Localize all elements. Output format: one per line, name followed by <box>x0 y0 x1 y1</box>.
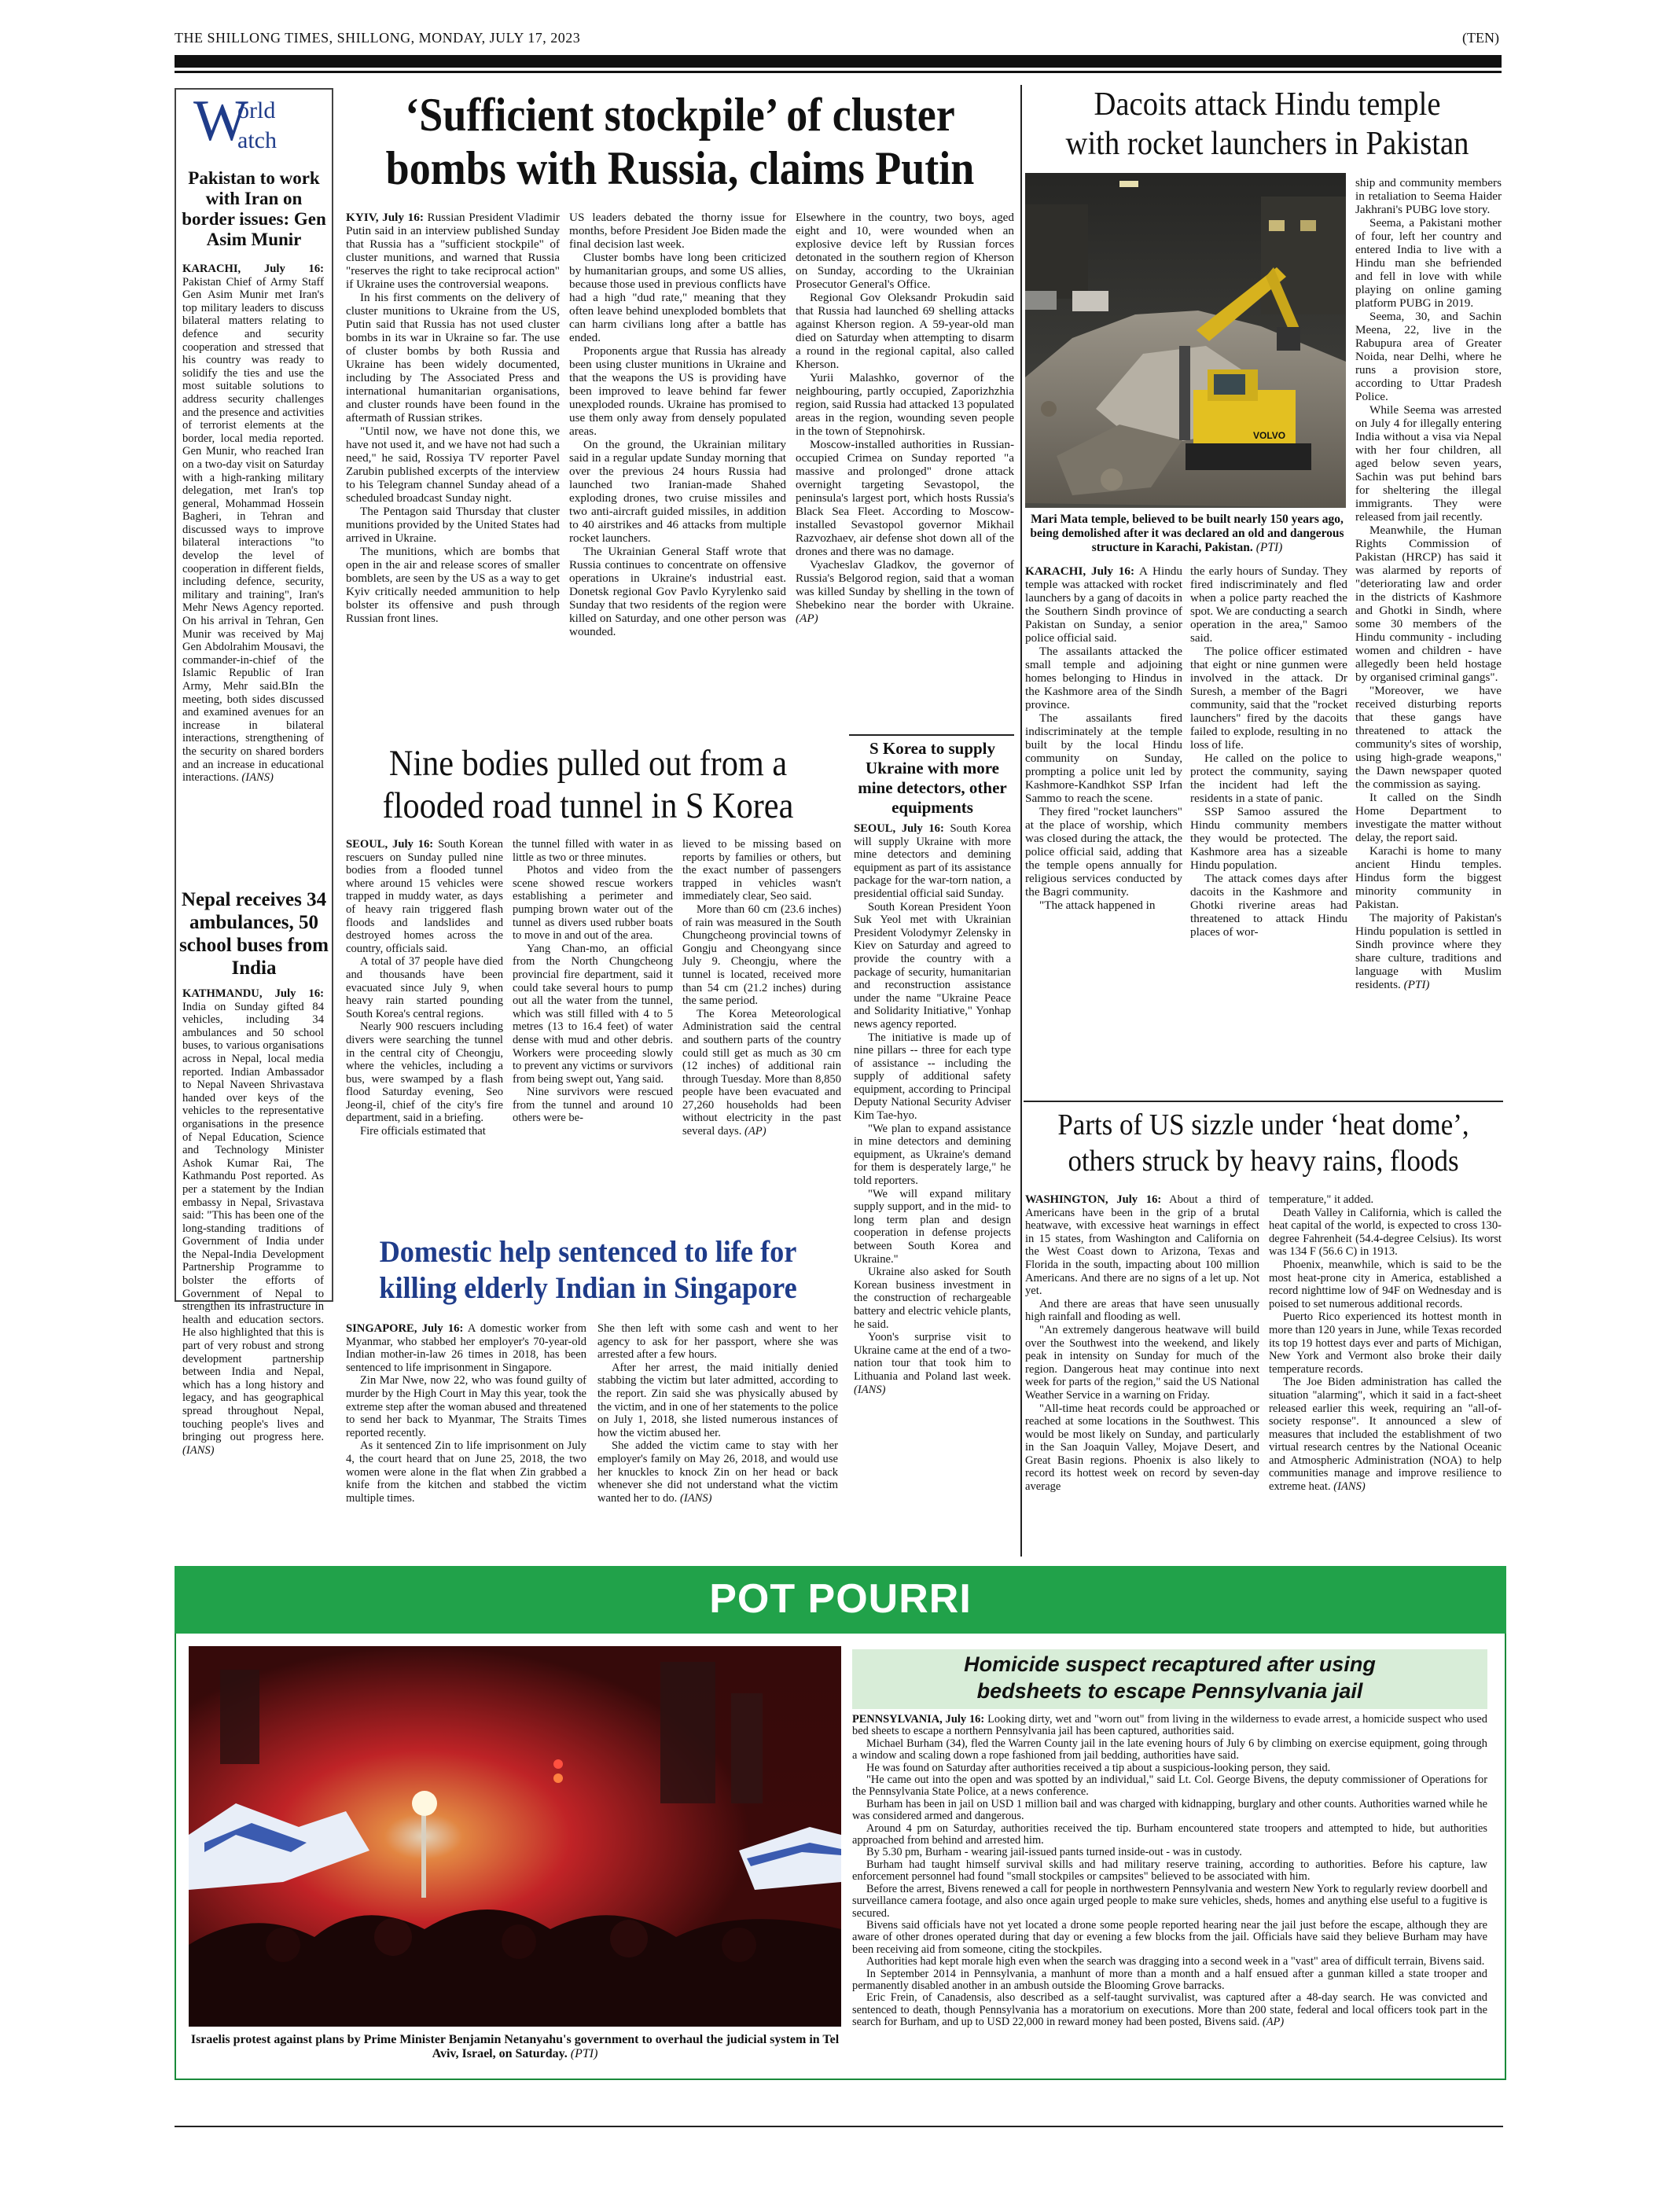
excavator-brand-text: VOLVO <box>1253 430 1286 441</box>
paragraph: Seema, a Pakistani mother of four, left her country and entered India to live with a Hindu man she befriended and fell in love with while playing on online gaming platform PUBG in 2019. <box>1355 216 1502 310</box>
paragraph: South Korean rescuers on Sunday pulled nine bodies from a flooded tunnel where around 15 vehicles were trapped in muddy water, as days of heavy rain triggered flash floods and landslides and destroyed homes across the country, officials said. <box>346 838 503 955</box>
paragraph: Phoenix, meanwhile, which is said to be the most heat-prone city in America, established a record nighttime low of 94F on Wednesday and is poised to set numerous additional records. <box>1269 1258 1502 1310</box>
page-number: (TEN) <box>1462 30 1499 46</box>
paragraph: While Seema was arrested on July 4 for illegally entering India without a visa via Nepal with her four children, all aged below seven years, Sachin was put behind bars for sheltering the illegal immigrants. They were released from jail recently. <box>1355 403 1502 524</box>
headline-heat-dome <box>1042 1107 1483 1179</box>
dateline: KARACHI, July 16: <box>1025 564 1135 578</box>
paragraph: Nearly 900 rescuers including divers were searching the tunnel in the central city of Cheongju, where the vehicles, including a bus, were swamped by a flash flood Saturday evening, Seo Jeong-il, chief of the city's fire department, said in a briefing. <box>346 1020 503 1125</box>
putin-column-2 <box>569 211 786 734</box>
paragraph: temperature," it added. <box>1269 1193 1374 1206</box>
world-watch-logo-atch: atch <box>237 127 277 153</box>
paragraph: Nine survivors were rescued from the tunnel and around 10 others were be- <box>513 1086 673 1125</box>
credit: (AP) <box>796 612 818 625</box>
headline-homicide <box>852 1651 1487 1704</box>
caption-text: Mari Mata temple, believed to be built nearly 150 years ago, being demolished after it was declared an old and dangerous structure in Karachi, Pakistan. <box>1030 513 1344 554</box>
paragraph: A domestic worker from Myanmar, who stabbed her employer's 70-year-old Indian mother-in-law 26 times in 2018, has been sentenced to life imprisonment in Singapore. <box>346 1322 586 1374</box>
headline-line: bombs with Russia, claims Putin <box>385 142 975 194</box>
paragraph: "We will expand military supply support, and in the mid- to long term plan and design cooperation in defense projects between South Korea and Ukraine." <box>854 1187 1011 1266</box>
headline-line: Domestic help sentenced to life for <box>379 1235 797 1269</box>
paragraph: the early hours of Sunday. They fired indiscriminately and fled when a police party reached the spot. We are conducting a search operation in the area," Samoo said. <box>1190 564 1347 645</box>
paragraph: Fire officials estimated that <box>360 1125 486 1138</box>
paragraph: ship and community members in retaliation to Seema Haider Jakhrani's PUBG love story. <box>1355 176 1502 216</box>
paragraph: By 5.30 pm, Burham - wearing jail-issued pants turned inside-out - was in custody. <box>866 1846 1242 1859</box>
paragraph: Russian President Vladimir Putin said in an interview published Sunday that Russia has a "sufficient stockpile" of cluster munitions, and warned that Russia "reserves the right to take reciprocal action" if Ukraine uses the controversial weapons. <box>346 211 560 291</box>
headline-singapore <box>355 1234 820 1307</box>
temple-photo-caption <box>1025 513 1349 555</box>
paragraph: Burham has been in jail on USD 1 million bail and was charged with kidnapping, burglary and other counts. Authorities warned while he was considered armed and dangerous. <box>852 1797 1487 1823</box>
headline-line: ‘Sufficient stockpile’ of cluster <box>405 89 955 141</box>
paragraph: Death Valley in California, which is called the heat capital of the world, is expected to cross 130-degree Fahrenheit (54.4-degree Celsius). Its worst was 134 F (56.6 C) in 1913. <box>1269 1206 1502 1259</box>
paragraph: "Until now, we have not done this, we have not used it, and we have not had such a need," he said, Rossiya TV reporter Pavel Zarubin published excerpts of the interview to his Telegram channel Sunday ahead of a scheduled broadcast Sunday night. <box>346 425 560 505</box>
paragraph: Yurii Malashko, governor of the neighbouring, partly occupied, Zaporizhzhia region, said Russia had attacked 13 populated areas in the region, wounding seven people in the town of Stepnohirsk. <box>796 371 1014 438</box>
dacoits-column-2 <box>1190 564 1347 1064</box>
paragraph: Before the arrest, Bivens renewed a call for people in northwestern Pennsylvania and western New York to regularly review doorbell and surveillance camera footage, and also once again urged people to make sure vehicles, sheds, homes and anything else useful to a fugitive is secured. <box>852 1882 1487 1920</box>
paragraph: Regional Gov Oleksandr Prokudin said that Russia had launched 69 shelling attacks against Kherson region. A 59-year-old man died on Saturday when attempting to disarm a round in the regional capital, also called Kherson. <box>796 291 1014 371</box>
paragraph: Proponents argue that Russia has already been using cluster munitions in Ukraine and that the weapons the US is providing have been improved to leave behind far fewer unexploded rounds. Ukraine has promised to use them only away from densely populated areas. <box>569 344 786 438</box>
paragraph: The police officer estimated that eight or nine gunmen were involved in the attack. Dr Suresh, a member of the Bagri community, said that the "rocket launchers" fired by the dacoits failed to explode, resulting in no loss of life. <box>1190 645 1347 752</box>
credit: (IANS) <box>241 771 274 785</box>
singapore-column-2 <box>597 1322 838 1552</box>
heat-column-1 <box>1025 1193 1259 1552</box>
paragraph: "The attack happened in <box>1039 899 1156 912</box>
dateline: SEOUL, July 16: <box>854 822 944 835</box>
paragraph: Karachi is home to many ancient Hindu temples. Hindus form the biggest minority community in Pakistan. <box>1355 844 1502 911</box>
paragraph: Moscow-installed authorities in Russian-occupied Crimea on Sunday reported "a massive and prolonged" drone attack overnight targeting Sevastopol, the peninsula's largest port, which hosts Russia's Black Sea Fleet. According to Moscow-installed Sevastopol governor Mikhail Razvozhaev, air defense shot down all of the drones and there was no damage. <box>796 438 1014 558</box>
headline-putin <box>373 88 988 195</box>
paragraph: On the ground, the Ukrainian military said in a regular update Sunday morning that over the previous 24 hours Russia had launched two Iranian-made Shahed exploding drones, two cruise missiles and two anti-aircraft guided missiles, in addition to 40 airstrikes and 46 attacks from multiple rocket launchers. <box>569 438 786 545</box>
paragraph: Seema, 30, and Sachin Meena, 22, live in the Rabupura area of Greater Noida, near Delhi, where he runs a provision store, according to Uttar Pradesh Police. <box>1355 310 1502 403</box>
credit: (IANS) <box>182 1443 215 1457</box>
credit: (PTI) <box>1403 978 1430 991</box>
article-homicide <box>852 1714 1487 2072</box>
credit: (AP) <box>744 1125 766 1138</box>
paragraph: Vyacheslav Gladkov, the governor of Russia's Belgorod region, said that a woman was killed Sunday by shelling in the town of Shebekino near the border with Ukraine. <box>796 558 1014 612</box>
credit: (AP) <box>1262 2016 1285 2029</box>
paragraph: Looking dirty, wet and "worn out" from living in the wilderness to evade arrest, a homicide suspect who used bed sheets to escape a northern Pennsylvania jail has been captured, authorities said. <box>852 1713 1487 1738</box>
headline-line: bedsheets to escape Pennsylvania jail <box>976 1679 1363 1703</box>
credit: (IANS) <box>1333 1480 1366 1494</box>
paragraph: Puerto Rico experienced its hottest month in more than 120 years in June, while Texas recorded its top 19 hottest days ever and parts of Michigan, New York and Vermont also broke their daily temperature records. <box>1269 1310 1502 1376</box>
headline-dacoits <box>1043 85 1491 164</box>
paragraph: And there are areas that have seen unusually high rainfall and flooding as well. <box>1025 1297 1259 1324</box>
paragraph: The attack comes days after dacoits in the Kashmore and Ghotki riverine areas had threatened to attack Hindu places of wor- <box>1190 872 1347 939</box>
paragraph: The assailants attacked the small temple and adjoining homes belonging to Hindus in the Kashmore area of the Sindh province. <box>1025 645 1182 711</box>
headline-line: Homicide suspect recaptured after using <box>964 1652 1376 1676</box>
paragraph: "He came out into the open and was spotted by an individual," said Lt. Col. George Bivens, the deputy commissioner of Operations for the Pennsylvania State Police, at a news conference. <box>852 1773 1487 1799</box>
top-rule-thick <box>175 55 1502 68</box>
paragraph: Authorities had kept morale high even when the search was dragging into a second week in a "vast" area of difficult terrain, Bivens said. <box>866 1955 1485 1968</box>
pot-pourri-title: POT POURRI <box>709 1576 972 1622</box>
paragraph: South Korean President Yoon Suk Yeol met with Ukrainian President Volodymyr Zelensky in Kiev on Saturday and agreed to provide the country with a package of security, humanitarian and reconstruction assistance under the name "Ukraine Peace and Solidarity Initiative," Yonhap news agency reported. <box>854 900 1011 1031</box>
putin-column-3 <box>796 211 1014 734</box>
headline-line: flooded road tunnel in S Korea <box>382 785 794 826</box>
dacoits-column-1 <box>1025 564 1182 1064</box>
paragraph: The Ukrainian General Staff wrote that Russia continues to concentrate on offensive operations in Ukraine's industrial east. Donetsk regional Gov Pavlo Kyrylenko said Sunday that two residents of the region were killed on Saturday, and one other person was wounded. <box>569 545 786 638</box>
paragraph: "All-time heat records could be approached or reached at some locations in the Southwest. This would be most likely on Sunday, and particularly in the San Joaquin Valley, Mojave Desert, and Great Basin regions. Phoenix is also likely to record its hottest week on record by seven-day average <box>1025 1402 1259 1494</box>
caption-credit: (PTI) <box>1255 541 1283 554</box>
israel-protest-photo <box>189 1646 841 2027</box>
paragraph: The munitions, which are bombs that open in the air and release scores of smaller bomblets, are seen by the US as a way to get Kyiv critically needed ammunition to help bolster its offensive and push through Russian front lines. <box>346 545 560 625</box>
paragraph: In September 2014 in Pennsylvania, a manhunt of more than a month and a half ensued after a gunman killed a state trooper and permanently disabled another in an ambush outside the Blooming Grove barracks. <box>852 1967 1487 1992</box>
paragraph: SSP Samoo assured the Hindu community members they would be protected. The Kashmore area has a sizeable Hindu population. <box>1190 805 1347 872</box>
dateline: WASHINGTON, July 16: <box>1025 1193 1162 1206</box>
credit: (IANS) <box>854 1383 886 1396</box>
dacoits-column-3 <box>1355 176 1502 1064</box>
world-watch-logo-orld: orld <box>237 97 276 123</box>
headline-line: killing elderly Indian in Singapore <box>379 1271 797 1305</box>
bottom-rule <box>175 2126 1503 2127</box>
paragraph: South Korea will supply Ukraine with more mine detectors and demining equipment as part of its assistance package for the war-torn nation, a presidential official said Sunday. <box>854 822 1011 900</box>
paragraph: After her arrest, the maid initially denied stabbing the victim but later admitted, according to the report. Zin said she was physically abused by the victim, and in one of her statements to the police on July 1, 2018, she listed numerous instances of how the victim abused her. <box>597 1361 838 1439</box>
singapore-column-1 <box>346 1322 586 1552</box>
paragraph: Photos and video from the scene showed rescue workers establishing a perimeter and pumping brown water out of the tunnel as divers used rubber boats to move in and out of the area. <box>513 864 673 943</box>
paragraph: US leaders debated the thorny issue for months, before President Joe Biden made the final decision last week. <box>569 211 786 251</box>
paragraph: Cluster bombs have long been criticized by humanitarian groups, and some US allies, because those used in previous conflicts have had a high "dud rate," meaning that they often leave behind unexploded bomblets that can harm civilians long after a battle has ended. <box>569 251 786 344</box>
paragraph: Michael Burham (34), fled the Warren County jail in the late evening hours of July 6 by climbing on exercise equipment, going through a window and scaling down a rope fashioned from jail bedding, authorities have said. <box>852 1737 1487 1762</box>
paragraph: As it sentenced Zin to life imprisonment on July 4, the court heard that on June 25, 2018, the two women were alone in the flat when Zin grabbed a knife from the kitchen and stabbed the victim multiple times. <box>346 1439 586 1505</box>
paragraph: Zin Mar Nwe, now 22, who was found guilty of murder by the High Court in May this year, took the extreme step after the woman abused and threatened to send her back to Myanmar, The Straits Times reported recently. <box>346 1374 586 1439</box>
paragraph: A total of 37 people have died and thousands have been evacuated since July 9, when heavy rain started pounding South Korea's central regions. <box>346 955 503 1020</box>
paragraph: lieved to be missing based on reports by families or others, but the exact number of passengers trapped in vehicles wasn't immediately clear, Seo said. <box>682 838 841 903</box>
paragraph: About a third of Americans have been in the grip of a brutal heatwave, with excessive heat warnings in effect in 15 states, from Washington and California on the West Coast down to Arizona, Texas and Florida in the south, impacting about 100 million Americans. And there are no signs of a let up. Not yet. <box>1025 1193 1260 1298</box>
temple-demolition-illustration <box>1025 173 1346 508</box>
paragraph: Bivens said officials have not yet located a drone some people reported hearing near the jail just before the escape, although they are aware of other drones operated during that day or evening a few blocks from the jail. Officials have said they believe Burham may have been receiving aid from someone, citing the stockpiles. <box>852 1918 1487 1956</box>
paragraph: Eric Frein, of Canadensis, also described as a self-taught survivalist, was captured after a 48-day search. He was convicted and sentenced to death, though Pennsylvania has a moratorium on executions. More than 200 state, federal and local officers took part in the search for Burham, and up to USD 22,000 in reward money had been posted, Bivens said. <box>852 1991 1487 2029</box>
dateline: PENNSYLVANIA, July 16: <box>852 1713 985 1726</box>
paragraph: The Pentagon said Thursday that cluster munitions provided by the United States had arrived in Ukraine. <box>346 505 560 545</box>
headline-korea-supply: S Korea to supply Ukraine with more mine detectors, other equipments <box>858 739 1007 817</box>
israel-photo-caption <box>189 2033 841 2061</box>
caption-credit: (PTI) <box>570 2047 598 2060</box>
paragraph: Elsewhere in the country, two boys, aged eight and 10, were wounded when an explosive device left by Russian forces detonated in the southern region of Kherson on Sunday, according to the Ukrainian Prosecutor General's Office. <box>796 211 1014 291</box>
rule-heat-dome <box>1024 1101 1503 1102</box>
paragraph: More than 60 cm (23.6 inches) of rain was measured in the South Chungcheong provincial towns of Gongju and Cheongyang since July 9. Cheongju, where the tunnel is located, received more than 54 cm (21.2 inches) during the same period. <box>682 902 841 1008</box>
paragraph: India on Sunday gifted 84 vehicles, including 34 ambulances and 50 school buses, to various organisations across in Nepal, local media reported. Indian Ambassador to Nepal Naveen Shrivastava handed over keys of the vehicles to the representative organisations in the presence of Nepal Education, Science and Technology Minister Ashok Kumar Rai, The Kathmandu Post reported. As per a statement by the Indian embassy in Nepal, Srivastava said: "This has been one of the long-standing traditions of Government of India under the Nepal-India Development Partnership Programme to bolster the efforts of Government of Nepal to strengthen its infrastructure in health and education sectors. He also highlighted that this is part of very robust and strong development partnership between India and Nepal, which has a long history and legacy, and has geographical spread throughout Nepal, touching people's lives and bringing out progress here. <box>182 1000 324 1444</box>
article-pakistan-iran <box>182 263 324 884</box>
paragraph: "We plan to expand assistance in mine detectors and demining equipment, as Ukraine's demand for them is desperately large," he told reporters. <box>854 1122 1011 1188</box>
paragraph: Around 4 pm on Saturday, authorities received the tip. Burham encountered state troopers and attempted to hide, but authorities approached from behind and arrested him. <box>852 1821 1487 1847</box>
headline-pakistan-iran: Pakistan to work with Iran on border issues: Gen Asim Munir <box>182 168 326 249</box>
article-nepal-ambulances <box>182 987 324 1457</box>
folio-line: THE SHILLONG TIMES, SHILLONG, MONDAY, JULY 17, 2023 <box>175 30 581 46</box>
paragraph: The majority of Pakistan's Hindu population is settled in Sindh province where they share culture, traditions and language with Muslim residents. <box>1355 911 1502 991</box>
paragraph: He was found on Saturday after authorities received a tip about a suspicious-looking person, they said. <box>866 1761 1331 1774</box>
temple-demolition-photo <box>1025 173 1346 508</box>
headline-line: Parts of US sizzle under ‘heat dome’, <box>1057 1108 1469 1141</box>
paragraph: Burham had taught himself survival skills and had military reserve training, according to authorities. Before his capture, law enforcement personnel had found "small stockpiles or campsites" believed to be associated with him. <box>852 1858 1487 1884</box>
paragraph: Yoon's surprise visit to Ukraine came at the end of a two-nation tour that took him to Lithuania and Poland last week. <box>854 1331 1011 1383</box>
paragraph: The Joe Biden administration has called the situation "alarming", which it said in a fact-sheet released earlier this week, requiring an "all-of-society response". It announced a slew of measures that included the establishment of two virtual research centres by the National Oceanic and Atmospheric Administration (NOA) to help communities manage and improve resilience to extreme heat. <box>1269 1376 1502 1494</box>
paragraph: A Hindu temple was attacked with rocket launchers by a gang of dacoits in the Southern Sindh province of Pakistan on Sunday, a senior police official said. <box>1025 564 1182 645</box>
dateline: KATHMANDU, July 16: <box>182 987 324 1000</box>
israel-protest-illustration <box>189 1646 841 2027</box>
paragraph: She added the victim came to stay with her employer's family on May 26, 2018, and would use her knuckles to knock Zin on her head or back whenever she did not understand what the victim wanted her to do. <box>597 1439 838 1505</box>
article-korea-supply <box>854 822 1011 1550</box>
headline-nepal-ambulances: Nepal receives 34 ambulances, 50 school buses from India <box>179 889 329 979</box>
dateline: SEOUL, July 16: <box>346 838 434 851</box>
paragraph: It called on the Sindh Home Department to investigate the matter without delay, the report said. <box>1355 791 1502 844</box>
paragraph: the tunnel filled with water in as little as two or three minutes. <box>513 838 673 864</box>
dateline: KARACHI, July 16: <box>182 263 324 275</box>
heat-column-2 <box>1269 1193 1502 1552</box>
column-divider <box>1020 85 1022 1557</box>
headline-line: others struck by heavy rains, floods <box>1068 1145 1459 1178</box>
credit: (IANS) <box>679 1491 712 1505</box>
top-rule-thin <box>175 71 1502 73</box>
dateline: KYIV, July 16: <box>346 211 424 224</box>
world-watch-logo-w: W <box>193 89 248 153</box>
paragraph: "Moreover, we have received disturbing reports that these gangs have threatened to attack the community's sites of worship, using high-grade weapons," the Dawn newspaper quoted the commission as saying. <box>1355 684 1502 791</box>
paragraph: He called on the police to protect the community, saying the incident had left the residents in a state of panic. <box>1190 752 1347 805</box>
paragraph: The Korea Meteorological Administration said the central and southern parts of the country could still get as much as 30 cm (12 inches) of additional rain through Tuesday. More than 8,850 people have been evacuated and 27,260 households had been without electricity in the past several days. <box>682 1007 841 1138</box>
dateline: SINGAPORE, July 16: <box>346 1322 464 1335</box>
caption-text: Israelis protest against plans by Prime Minister Benjamin Netanyahu's government to overhaul the judicial system in Tel Aviv, Israel, on Saturday. <box>190 2033 840 2060</box>
paragraph: Meanwhile, the Human Rights Commission of Pakistan (HRCP) has said it was alarmed by reports of "deteriorating law and order in the districts of Kashmore and Ghotki in Sindh, where some 30 members of the Hindu community - including women and children - have allegedly been held hostage by organised criminal gangs". <box>1355 524 1502 684</box>
paragraph: Yang Chan-mo, an official from the North Chungcheong provincial fire department, said it could take several hours to pump out all the water from the tunnel, which was still filled with 4 to 5 metres (13 to 16.4 feet) of water dense with mud and other debris. Workers were proceeding slowly to prevent any victims or survivors from being swept out, Yang said. <box>513 942 673 1086</box>
paragraph: "An extremely dangerous heatwave will build over the Southwest into the weekend, and likely peak in intensity on Sunday for much of the region. Dangerous heat may continue into next week for parts of the region," said the US National Weather Service in a warning on Friday. <box>1025 1323 1259 1402</box>
headline-line: Dacoits attack Hindu temple <box>1094 86 1441 123</box>
paragraph: Pakistan Chief of Army Staff Gen Asim Munir met Iran's top military leaders to discuss bilateral matters relating to defence and security cooperation and stressed that his country was ready to solidify the ties and use the most suitable solutions to address security challenges and the presence and activities of terrorist elements at the border, local media reported. Gen Munir, who reached Iran on a two-day visit on Saturday with a high-ranking military delegation, met Iran's top general, Mohammad Hossein Bagheri, in Tehran and discussed ways to improve bilateral interactions "to develop the level of cooperation in different fields, including defence, security, military and training", Iran's Mehr News Agency reported. On his arrival in Tehran, Gen Munir was received by Maj Gen Abdolrahim Mousavi, the commander-in-chief of the Islamic Republic of Iran Army, Mehr said.BIn the meeting, both sides discussed and examined avenues for an increase in bilateral interactions, strengthening of the security on shared borders and an increase in educational interactions. <box>182 275 324 785</box>
headline-line: Nine bodies pulled out from a <box>388 743 788 784</box>
paragraph: The initiative is made up of nine pillars -- three for each type of assistance -- including the supply of additional safety equipment, according to Principal Deputy National Security Adviser Kim Tae-hyo. <box>854 1031 1011 1123</box>
paragraph: Ukraine also asked for South Korean business investment in the construction of rechargeable battery and electric vehicle plants, he said. <box>854 1266 1011 1331</box>
tunnel-column-1 <box>346 838 503 1233</box>
paragraph: In his first comments on the delivery of cluster munitions to Ukraine from the US, Putin said that Russia has not used cluster bombs in its war in Ukraine so far. The use of cluster bombs by both Russia and Ukraine has been widely documented, including by The Associated Press and international humanitarian organisations, and cluster rounds have been found in the aftermath of Russian strikes. <box>346 291 560 425</box>
headline-tunnel <box>363 742 813 827</box>
paragraph: She then left with some cash and went to her agency to ask for her passport, where she was arrested after a few hours. <box>597 1322 838 1362</box>
tunnel-column-3 <box>682 838 841 1233</box>
world-watch-logo <box>186 89 319 164</box>
putin-column-1 <box>346 211 560 734</box>
headline-line: with rocket launchers in Pakistan <box>1065 126 1469 162</box>
paragraph: The assailants fired indiscriminately at the temple built by the local Hindu community on Sunday, prompting a police unit led by Kashmore-Kandhkot SSP Irfan Sammo to reach the scene. <box>1025 711 1182 805</box>
rule-korea-supply <box>849 734 1014 736</box>
tunnel-column-2 <box>513 838 673 1233</box>
paragraph: They fired "rocket launchers" at the place of worship, which was closed during the attack, the police official said, adding that the temple opens annually for religious services conducted by the Bagri community. <box>1025 805 1182 899</box>
